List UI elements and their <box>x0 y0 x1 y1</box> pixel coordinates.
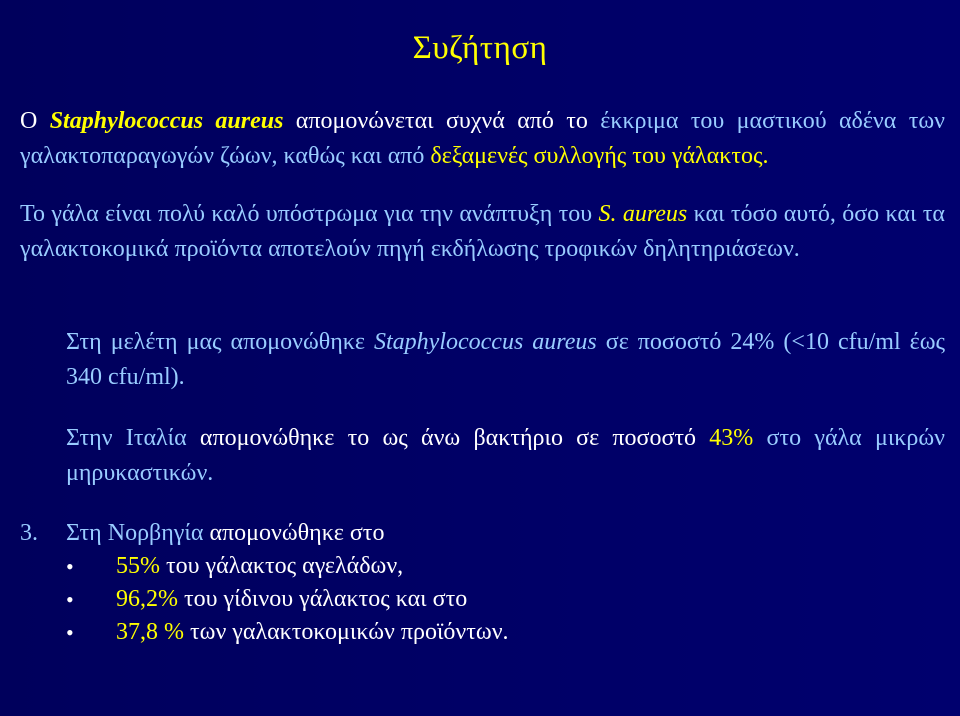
bullet-dot: • <box>66 587 74 612</box>
list-item-1 <box>20 325 945 395</box>
bullet-percent: 37,8 % <box>116 619 184 645</box>
list-item-3 <box>20 516 945 551</box>
item2-number <box>20 421 66 456</box>
item2-percent: 43% <box>709 425 754 451</box>
paragraph-staph-sources <box>20 104 945 174</box>
item3-number: 3. <box>20 520 38 546</box>
bullet-dot: • <box>66 554 74 579</box>
item2-text-b: απομονώθηκε το ως άνω βακτήριο σε ποσοστό <box>186 425 710 451</box>
slide-title: Συζήτηση <box>412 30 548 66</box>
item1-text-b: σε ποσοστό 24% (<10 cfu/ml έως 340 cfu/ml). <box>66 329 946 390</box>
p1-prefix: Ο <box>20 108 50 134</box>
item3-text-a: Στη Νορβηγία <box>66 520 204 546</box>
item2-text-c: στο γάλα μικρών μηρυκαστικών. <box>66 425 946 486</box>
p1-organism: Staphylococcus aureus <box>49 108 284 134</box>
item1-organism: Staphylococcus aureus <box>374 329 597 355</box>
p1-text-a: απομονώνεται συχνά από το <box>283 108 601 134</box>
item3-text-b: απομονώθηκε στο <box>203 520 385 546</box>
p2-organism: S. aureus <box>598 201 688 227</box>
p1-text-b: έκκριμα του μαστικού αδένα των γαλακτοπαραγωγών ζώων, καθώς και από <box>20 108 946 169</box>
item1-text-a: Στη μελέτη μας απομονώθηκε <box>66 329 374 355</box>
list-item-2 <box>20 421 945 491</box>
bullet-text: του γίδινου γάλακτος και στο <box>178 586 468 612</box>
bullet-text: του γάλακτος αγελάδων, <box>160 553 404 579</box>
bullet-dot: • <box>66 620 74 645</box>
bullet-percent: 96,2% <box>116 586 178 612</box>
p2-text-a: Το γάλα είναι πολύ καλό υπόστρωμα για την ανάπτυξη του <box>20 201 599 227</box>
p1-text-c: δεξαμενές συλλογής του γάλακτος. <box>430 143 769 169</box>
bullet-text: των γαλακτοκομικών προϊόντων. <box>184 619 509 645</box>
bullet-percent: 55% <box>116 553 160 579</box>
paragraph-milk-substrate <box>20 197 945 267</box>
item2-text-a: Στην Ιταλία <box>66 425 187 451</box>
item1-number <box>20 325 66 360</box>
p2-text-b: και τόσο αυτό, όσο και τα γαλακτοκομικά προϊόντα αποτελούν πηγή εκδήλωσης τροφικών δηλητηριάσεων. <box>20 201 946 262</box>
